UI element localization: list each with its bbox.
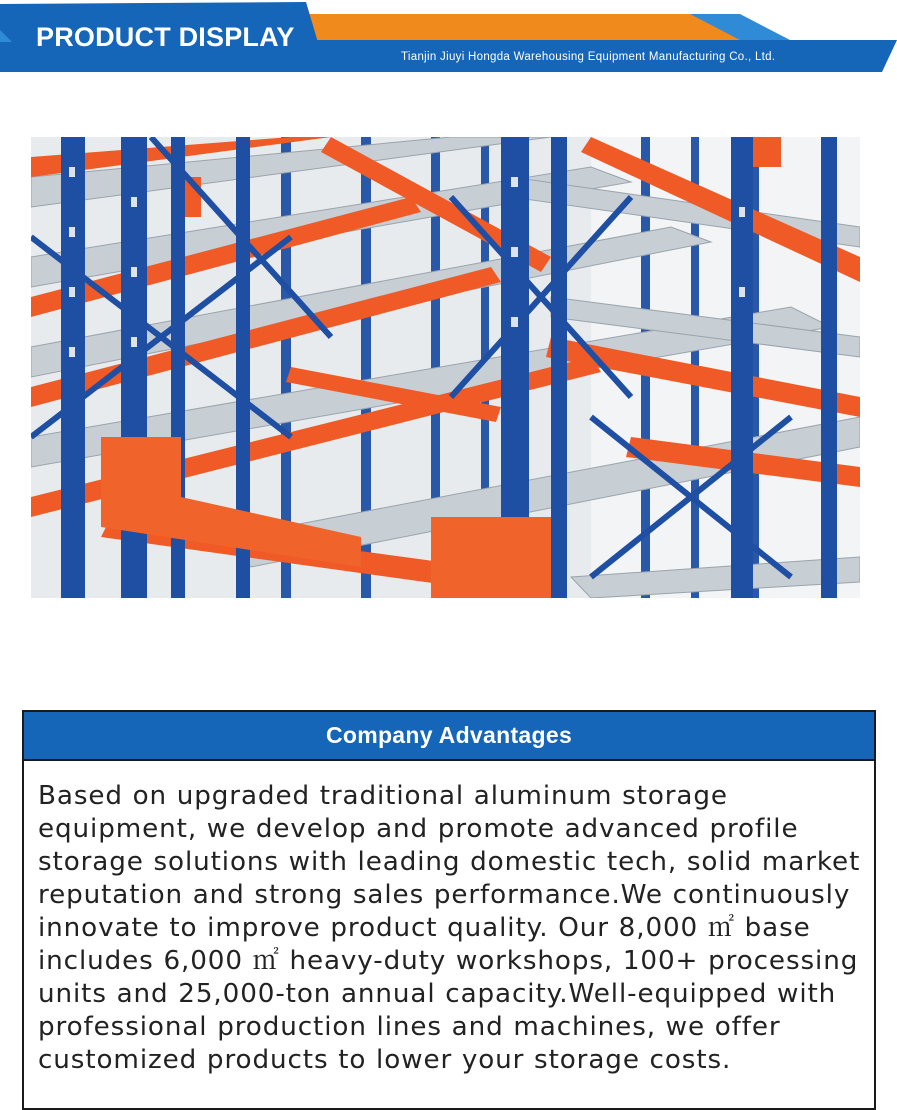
racking-illustration — [31, 137, 860, 598]
advantages-text: Based on upgraded traditional aluminum storage equipment, we develop and promote advanced profile storage solutions with leading domestic tech, solid market reputation and strong sales performance.We continuously innovate to improve product quality. Our 8,000 ㎡ base includes 6,000 ㎡ heavy-duty workshops, 100+ processing units and 25,000-ton annual capacity.Well-equipped with professional production lines and machines, we offer customized products to lower your storage costs. — [38, 781, 861, 1075]
panel-header — [24, 712, 874, 761]
header-banner — [0, 0, 897, 72]
panel-title: Company Advantages — [325, 722, 573, 748]
company-name: Tianjin Jiuyi Hongda Warehousing Equipment Manufacturing Co., Ltd. — [401, 51, 776, 63]
company-advantages-panel — [22, 710, 876, 1110]
page-title: PRODUCT DISPLAY — [36, 22, 295, 52]
warehouse-racking-photo — [31, 137, 860, 598]
